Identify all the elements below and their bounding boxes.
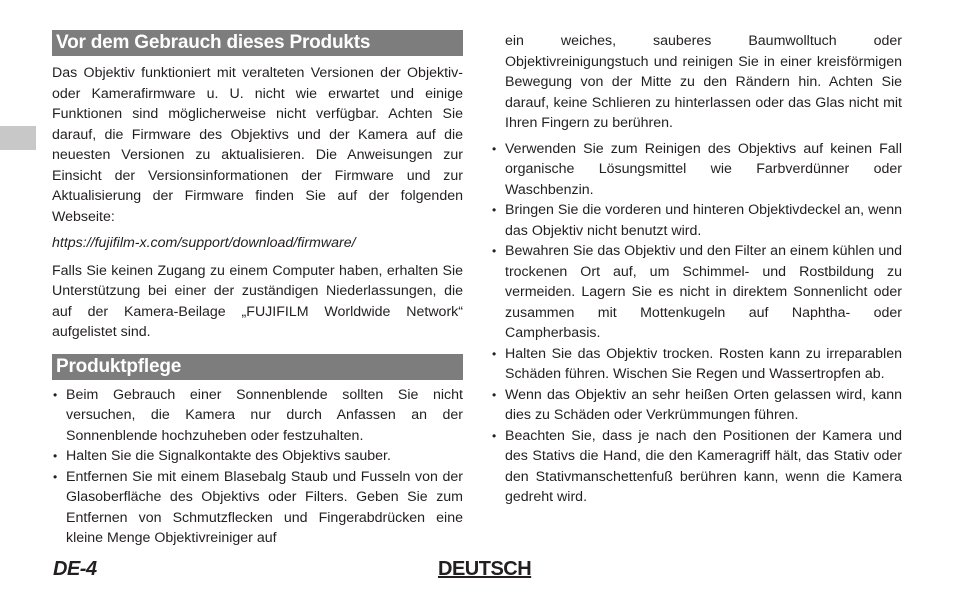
bullet-icon: •: [53, 449, 58, 463]
list-item: • Bringen Sie die vorderen und hinteren Objektivdeckel an, wenn das Objektiv nicht benutzt wird.: [492, 202, 902, 239]
list-item: • Halten Sie die Signalkontakte des Objektivs sauber.: [52, 446, 463, 467]
firmware-paragraph: Das Objektiv funktioniert mit veralteten Versionen der Objektiv- oder Kamerafirmware u. U. nicht wie erwartet und einige Funktionen sind möglicherweise nicht verfügbar. Achten Sie darauf, die Firmware des Objektivs und der Kamera auf die neuesten Versionen zu aktualisieren. Die Anweisungen zur Einsicht der Versionsinformationen der Firmware und zur Aktualisierung der Firmware finden Sie auf der folgenden Webseite:: [52, 65, 463, 225]
list-item: • Halten Sie das Objektiv trocken. Rosten kann zu irreparablen Schäden führen. Wischen Sie Regen und Wassertropfen ab.: [492, 345, 902, 382]
list-item-continuation: ein weiches, sauberes Baumwolltuch oder Objektivreinigungstuch und reinigen Sie in einer kreisförmigen Bewegung von der Mitte zu den Rändern hin. Achten Sie darauf, keine Schlieren zu hinterlassen oder das Glas nicht mit Ihren Fingern zu berühren.: [505, 33, 902, 131]
bullet-icon: •: [53, 469, 58, 484]
bullet-icon: •: [492, 428, 497, 443]
list-item: • Beachten Sie, dass je nach den Positionen der Kamera und des Stativs die Hand, die den Kameragriff hält, das Stativ oder den Stativmanschettenfuß berühren kann, wenn die Kamera gedreht wird.: [492, 427, 902, 505]
language-label: DEUTSCH: [438, 558, 532, 580]
left-column: [52, 30, 463, 549]
bullet-icon: •: [492, 346, 497, 361]
list-item: • Beim Gebrauch einer Sonnenblende sollten Sie nicht versuchen, die Kamera nur durch Anfassen an der Sonnenblende hochzuheben oder festzuhalten.: [53, 386, 463, 444]
care-list-left: [52, 385, 463, 549]
support-paragraph: Falls Sie keinen Zugang zu einem Computer haben, erhalten Sie Unterstützung bei einer der zuständigen Niederlassungen, die auf der Kamera-Beilage „FUJIFILM Worldwide Network“ aufgelistet sind.: [52, 262, 463, 340]
bullet-icon: •: [492, 203, 497, 217]
list-item: • Verwenden Sie zum Reinigen des Objektivs auf keinen Fall organische Lösungsmittel wie Farbverdünner oder Waschbenzin.: [492, 140, 902, 198]
bullet-icon: •: [492, 387, 497, 402]
list-item: • Wenn das Objektiv an sehr heißen Orten gelassen wird, kann dies zu Schäden oder Verkrümmungen führen.: [492, 386, 902, 423]
section-heading-product-care: Produktpflege: [52, 354, 463, 380]
page-number: DE-4: [53, 558, 97, 580]
list-item: • Entfernen Sie mit einem Blasebalg Staub und Fusseln von der Glasoberfläche des Objektivs oder Filters. Geben Sie zum Entfernen von Schmutzflecken und Fingerabdrücken eine kleine Menge Objektivreiniger auf: [53, 468, 463, 546]
right-column: [491, 31, 902, 508]
bullet-icon: •: [492, 141, 497, 156]
care-list-right: [491, 139, 902, 508]
firmware-url: https://fujifilm-x.com/support/download/firmware/: [52, 235, 356, 251]
chapter-tab-marker: [0, 126, 36, 150]
bullet-icon: •: [53, 387, 58, 402]
section-heading-before-use: Vor dem Gebrauch dieses Produkts: [52, 30, 463, 56]
list-item: • Bewahren Sie das Objektiv und den Filter an einem kühlen und trockenen Ort auf, um Schimmel- und Rostbildung zu vermeiden. Lagern Sie es nicht in direktem Sonnenlicht oder zusammen mit Mottenkugeln auf Naphtha- oder Campherbasis.: [492, 243, 902, 341]
bullet-icon: •: [492, 244, 497, 258]
